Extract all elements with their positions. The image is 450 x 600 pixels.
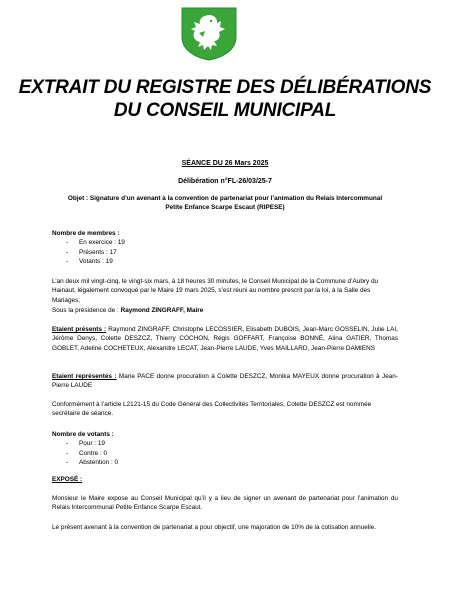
list-item: - Abstention : 0 <box>66 458 398 467</box>
expose-paragraph-2: Le présent avenant à la convention de partenariat a pour objectif, une majoration de 10% de la cotisation annuelle. <box>52 524 377 531</box>
list-item: - Pour : 19 <box>66 439 398 448</box>
presidence-name: Raymond ZINGRAFF, Maire <box>120 307 204 314</box>
secretary-paragraph: Conformément à l’article L2121-15 du Code Général des Collectivités Territoriales, Colette DESZCZ est nommée secrétaire de séance. <box>52 401 372 418</box>
represented-members-text: Marie PACE donne procuration à Colette DESZCZ, Monika MAYEUX donne procuration à Jean-Pierre LAUDE <box>52 373 398 390</box>
municipal-coat-of-arms-icon <box>181 7 237 61</box>
present-members-paragraph <box>52 325 398 353</box>
presidence-label: Sous la présidence de : <box>52 307 121 314</box>
deliberation-number: Délibération n°FL-26/03/25-7 <box>178 178 272 185</box>
list-item: - Contre : 0 <box>66 449 398 458</box>
document-title <box>0 76 450 122</box>
session-date: SÉANCE DU 26 Mars 2025 <box>181 160 269 167</box>
list-item: - Présents : 17 <box>66 248 398 257</box>
title-line-2: DU CONSEIL MUNICIPAL <box>113 100 337 121</box>
voters-block <box>52 430 398 468</box>
members-heading: Nombre de membres : <box>52 230 120 237</box>
intro-paragraph: L’an deux mil vingt-cinq, le vingt-six mars, à 18 heures 30 minutes, le Conseil Municipal de la Commune d’Aubry du Hainaut, légalement convoqué par le Maire 19 mars 2025, s’est réuni au nombre prescrit par la loi, à la Salle des Mariages; <box>52 278 379 304</box>
expose-heading: EXPOSÉ : <box>52 476 83 483</box>
title-line-1: EXTRAIT DU REGISTRE DES DÉLIBÉRATIONS <box>18 77 432 98</box>
members-list <box>52 238 398 266</box>
represented-members-paragraph <box>52 372 398 391</box>
list-item: - Votants : 19 <box>66 257 398 266</box>
expose-paragraph-1: Monsieur le Maire expose au Conseil Municipal qu’il y a lieu de signer un avenant de partenariat pour l’animation du Relais Intercommunal Petite Enfance Scarpe Escaut. <box>52 495 398 512</box>
voters-list <box>52 439 398 467</box>
deliberation-subject: Objet : Signature d’un avenant à la convention de partenariat pour l’animation du Relais Intercommunal Petite Enfance Scarpe Escaut (RIPESE) <box>67 195 383 211</box>
members-block <box>52 229 398 267</box>
represented-members-label: Etaient représentés : <box>52 373 117 380</box>
present-members-names: Raymond ZINGRAFF, Christophe LECOSSIER, Elisabeth DUBOIS, Jean-Marc GOSSELIN, Julie LAI, Jérôme Denys, Colette DESZCZ, Thierry COCHON, Régis GOFFART, Françoise BONNÉ, Alina GATIER, Thomas GOBLET, Adeline COCHETEUX, Alexandre LECAT, Jean-Pierre LAUDE, Yves MAILLARD, Jean-Pierre DAMIENS <box>52 326 398 352</box>
present-members-label: Etaient présents : <box>52 326 107 333</box>
voters-heading: Nombre de votants : <box>52 431 114 438</box>
presidence-line <box>52 306 398 315</box>
list-item: - En exercice : 19 <box>66 238 398 247</box>
